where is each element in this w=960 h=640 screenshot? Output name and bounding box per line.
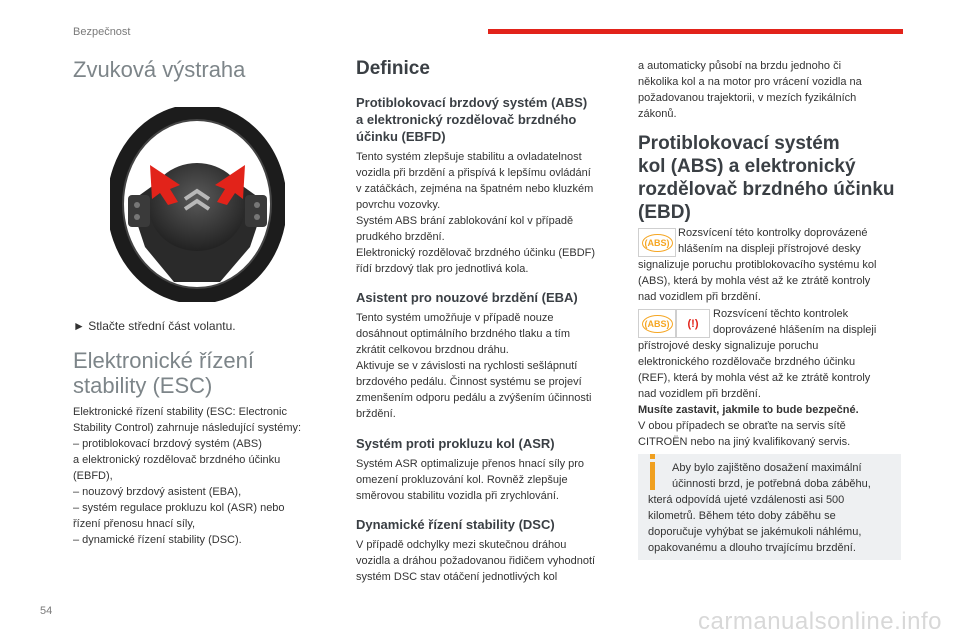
ebd-warning-inline-text: Rozsvícení těchto kontrolek doprovázené hlášením na displeji	[713, 308, 877, 336]
title-horn: Zvuková výstraha	[73, 57, 246, 82]
title-definitions: Definice	[356, 58, 430, 79]
abs-ebfd-text: Tento systém zlepšuje stabilitu a ovladatelnost vozidla při brzdění a přispívá k lepšímu ovládání v zatáčkách, zejména na špatném nebo kluzkém povrchu vozovky. Systém ABS brání zablokování kol v případě prudkého brzdění. Elektronický rozdělovač brzdného účinku (EBDF) řídí brzdový tlak pro jednotlivá kola.	[356, 151, 596, 275]
page-number: 54	[40, 605, 53, 617]
asr-text: Systém ASR optimalizuje přenos hnací síly pro omezení prokluzování kol. Rovněž zlepšuje směrovou stabilitu vozidla při zrychlování.	[356, 458, 585, 502]
brake-warning-icon: (!)	[676, 309, 710, 338]
abs-warning-inline-text: Rozsvícení této kontrolky doprovázené hlášením na displeji přístrojové desky	[678, 227, 868, 255]
header-accent-bar	[488, 29, 903, 34]
esc-intro-text: Elektronické řízení stability (ESC: Electronic Stability Control) zahrnuje následující systémy: – protiblokovací brzdový systém (ABS) a elektronický rozdělovač brzdného účinku (EBFD), – nouzový brzdový asistent (EBA), – systém regulace prokluzu kol (ASR) nebo řízení přenosu hnací síly, – dynamické řízení stability (DSC).	[73, 406, 302, 546]
eba-text: Tento systém umožňuje v případě nouze dosáhnout optimálního brzdného tlaku a tím zkrátit celkovou brzdnou dráhu. Aktivuje se v závislosti na rychlosti sešlápnutí brzdového pedálu. Činnost systému se projeví zmenšením odporu pedálu a zvýšením účinnosti brždění.	[356, 312, 592, 420]
heading-eba: Asistent pro nouzové brzdění (EBA)	[356, 290, 578, 305]
watermark: carmanualsonline.info	[698, 608, 942, 635]
horn-instruction: ► Stlačte střední část volantu.	[73, 319, 236, 333]
abs-warning-text: signalizuje poruchu protiblokovacího systému kol (ABS), která by mohla vést až ke ztrátě kontroly nad vozidlem při brzdění.	[638, 259, 877, 303]
heading-asr: Systém proti prokluzu kol (ASR)	[356, 436, 555, 451]
abs-warning-icon-2: (ABS)	[638, 309, 676, 338]
ebd-warning-text: přístrojové desky signalizuje poruchu elektronického rozdělovače brzdného účinku (REF), která by mohla vést až ke ztrátě kontroly nad vozidlem při brzdění. Musíte zastavit, jakmile to bude bezpečné. V obou případech se obraťte na servis sítě CITROËN nebo na jiný kvalifikovaný servis.	[638, 340, 871, 448]
heading-abs-ebfd: Protiblokovací brzdový systém (ABS) a elektronický rozdělovač brzdného účinku (EBFD)	[356, 95, 588, 144]
heading-dsc: Dynamické řízení stability (DSC)	[356, 517, 555, 532]
dsc-text: V případě odchylky mezi skutečnou dráhou vozidla a dráhou požadovanou řidičem vyhodnotí systém DSC stav otáčení jednotlivých kol	[356, 539, 596, 583]
abs-warning-icon: (ABS)	[638, 228, 676, 257]
title-esc: Elektronické řízení stability (ESC)	[73, 348, 254, 398]
heading-abs-ebd: Protiblokovací systém kol (ABS) a elektronický rozdělovač brzdného účinku (EBD)	[638, 133, 895, 223]
section-header: Bezpečnost	[73, 26, 131, 38]
steering-wheel-image	[110, 107, 285, 302]
info-icon-dot	[650, 454, 655, 459]
dsc-continued-text: a automaticky působí na brzdu jednoho či několika kol a na motor pro vrácení vozidla na požadovanou trajektorii, v mezích fyzikálních zákonů.	[638, 60, 862, 120]
info-text: Aby bylo zajištěno dosažení maximální účinnosti brzd, je potřebná doba záběhu, která odpovídá ujeté vzdálenosti asi 500 kilometrů. Během této doby záběhu se doporučuje vyhýbat se jakémukoli náhlému, opakovanému a dlouho trvajícímu brzdění.	[648, 462, 871, 554]
